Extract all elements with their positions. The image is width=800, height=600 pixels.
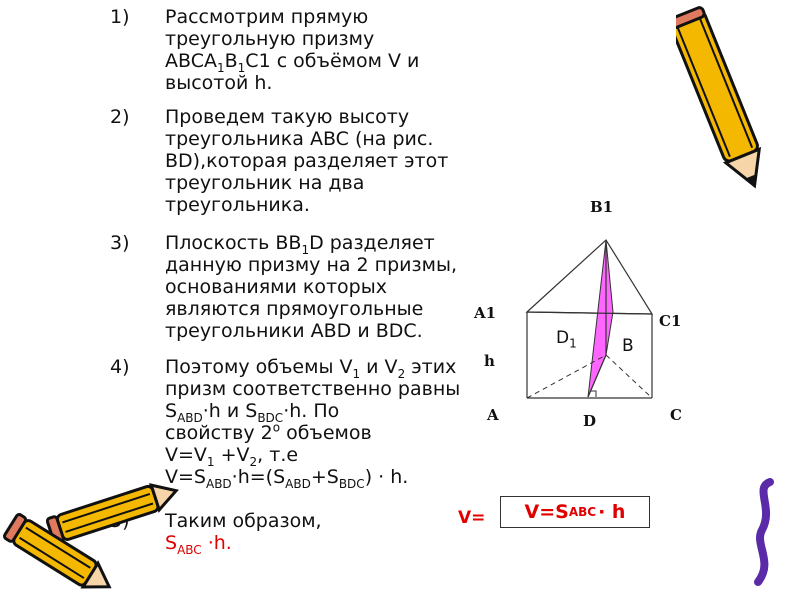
label-a1: A1: [474, 304, 497, 322]
item-text-line: Проведем такую высоту: [165, 106, 410, 128]
label-a: A: [487, 406, 499, 424]
right-angle-mark: [590, 391, 596, 397]
label-b1: B1: [590, 198, 614, 216]
item-number: 2): [110, 106, 130, 128]
item-text-line: треугольник на два: [165, 172, 365, 194]
v-label: V=: [458, 508, 486, 528]
item-text-line: треугольника ABC (на рис.: [165, 128, 434, 150]
hidden-edge: [606, 355, 652, 398]
item-number: 1): [110, 6, 130, 28]
item-text-line: $V=S_{ABD}\cdot h=(S_{ABD}+S_{BDC}) \cdot h$.: [165, 466, 409, 491]
label-d1: $D_1$: [556, 328, 577, 351]
item-text-line: основаниями которых: [165, 276, 387, 298]
item-text-line: $S_{ABD}\cdot h$ и $S_{BDC}\cdot h$. По: [165, 400, 340, 425]
pencil-icon: [0, 512, 120, 600]
item-text-line: Таким образом,: [165, 510, 322, 532]
item-text-line: треугольники ABD и BDC.: [165, 320, 423, 342]
label-b: B: [622, 336, 634, 356]
item-text-line: Поэтому объемы $V_1$ и $V_2$ этих: [165, 356, 457, 381]
item-text-line: призм соответственно равны: [165, 378, 461, 400]
pencil-icon: [676, 2, 766, 198]
item-text-line: треугольную призму: [165, 28, 375, 50]
item-text-line: Плоскость $BB_1D$ разделяет: [165, 232, 435, 257]
formula-box: V=S ABC · h: [500, 496, 650, 528]
item-text-line: являются прямоугольные: [165, 298, 424, 320]
label-d: D: [583, 412, 597, 430]
item-text-line: треугольника.: [165, 194, 310, 216]
prism-top-face: [527, 240, 652, 314]
item-text-line: высотой h.: [165, 72, 273, 94]
item-text-line: $ABCA_1B_1C1$ с объёмом V и: [165, 50, 420, 75]
label-c: C: [670, 406, 682, 424]
item-number: 3): [110, 232, 130, 254]
item-text-line: $S_{ABC} \cdot h$.: [165, 532, 232, 557]
label-c1: C1: [659, 312, 682, 330]
label-h: h: [484, 352, 495, 370]
item-text-line: Рассмотрим прямую: [165, 6, 369, 28]
bracket-icon: [744, 478, 784, 588]
item-number: 4): [110, 356, 130, 378]
item-text-line: свойству $2^о$ объемов: [165, 420, 372, 444]
item-text-line: BD),которая разделяет этот: [165, 150, 449, 172]
item-text-line: $V=V_1 +V_2$, т.е: [165, 444, 299, 469]
item-text-line: данную призму на 2 призмы,: [165, 254, 457, 276]
